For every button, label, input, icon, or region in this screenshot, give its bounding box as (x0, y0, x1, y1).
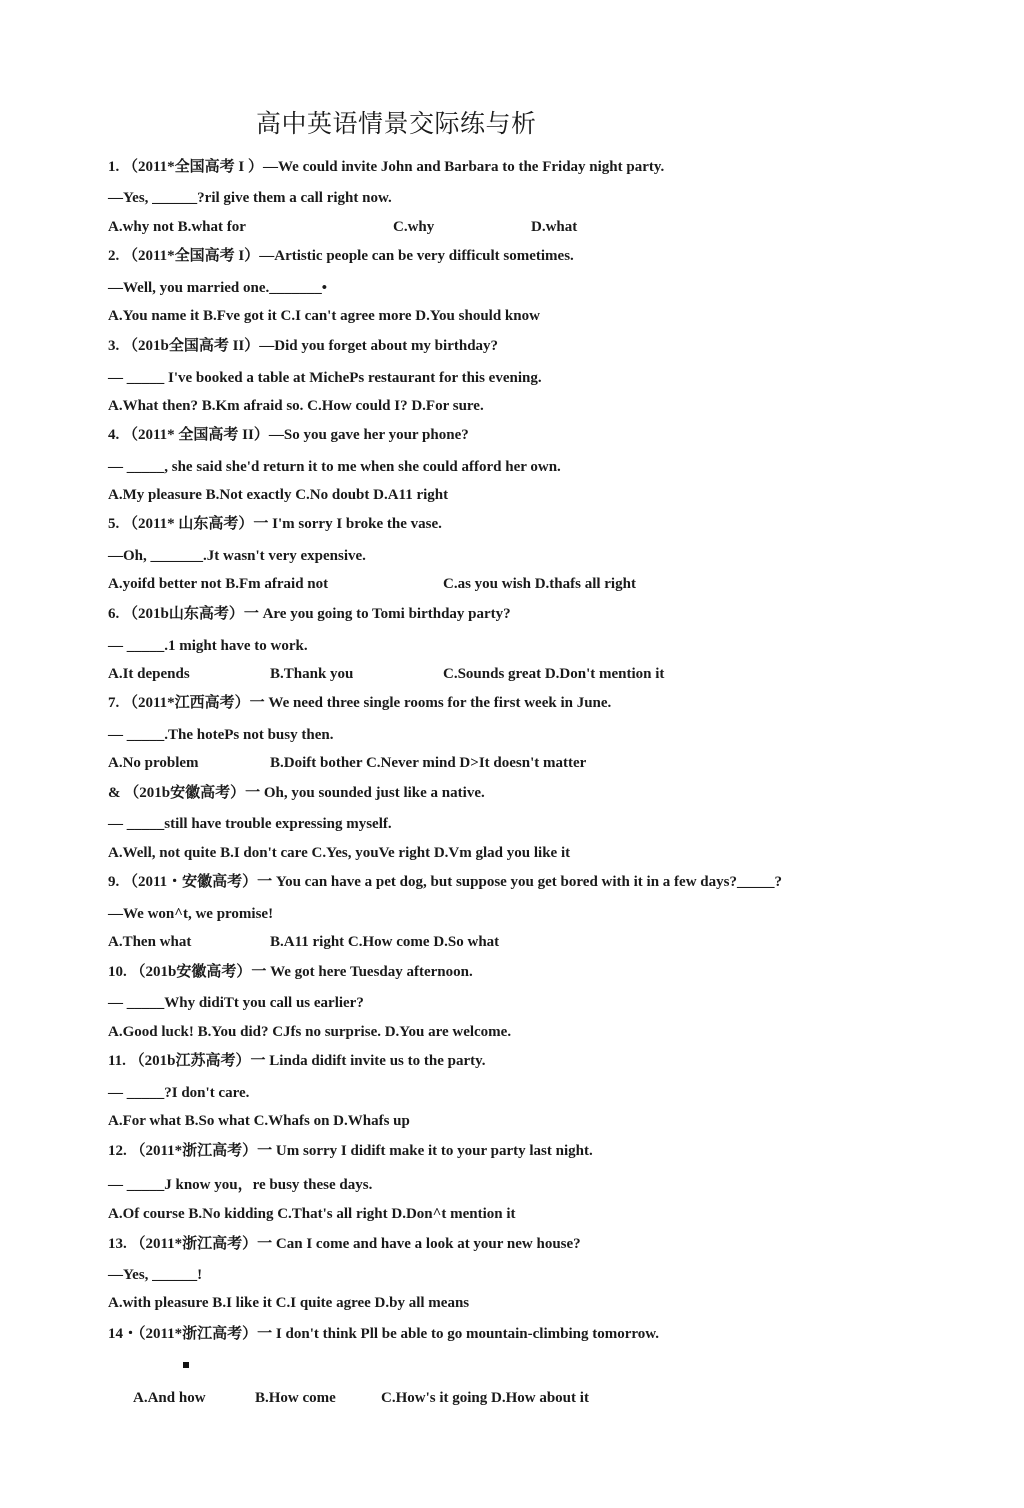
question-11-options: A.For what B.So what C.Whafs on D.Whafs up (108, 1113, 410, 1129)
question-14-option-a: A.And how (133, 1390, 206, 1406)
question-6-option-b: B.Thank you (270, 666, 354, 682)
question-2-stem: 2. （2011*全国高考 I）—Artistic people can be very difficult sometimes. (108, 248, 574, 264)
question-1-stem: 1. （2011*全国高考 I ）—We could invite John and Barbara to the Friday night party. (108, 159, 665, 175)
question-12-options: A.Of course B.No kidding C.That's all right D.Don^t mention it (108, 1206, 516, 1222)
question-6-stem: 6. （201b山东高考）一 Are you going to Tomi birthday party? (108, 606, 511, 622)
question-8-options: A.Well, not quite B.I don't care C.Yes, youVe right D.Vm glad you like it (108, 845, 571, 861)
question-9-reply: —We won^t, we promise! (108, 906, 274, 922)
bullet-marker (183, 1362, 189, 1368)
question-10-stem: 10. （201b安徽高考）一 We got here Tuesday afternoon. (108, 964, 473, 980)
question-3-options: A.What then? B.Km afraid so. C.How could I? D.For sure. (108, 398, 484, 414)
question-9-option-a: A.Then what (108, 934, 192, 950)
question-6-option-a: A.It depends (108, 666, 190, 682)
question-7-stem: 7. （2011*江西高考）一 We need three single rooms for the first week in June. (108, 695, 612, 711)
question-4-reply: — _____, she said she'd return it to me when she could afford her own. (108, 459, 561, 475)
question-5-reply: —Oh, _______.Jt wasn't very expensive. (108, 548, 366, 564)
question-12-reply: — _____J know you，re busy these days. (108, 1177, 373, 1193)
question-12-stem: 12. （2011*浙江高考）一 Um sorry I didift make it to your party last night. (108, 1143, 593, 1159)
question-7-option-a: A.No problem (108, 755, 199, 771)
question-13-reply: —Yes, ______! (108, 1267, 203, 1283)
question-14-stem: 14・（2011*浙江高考）一 I don't think Pll be able to go mountain-climbing tomorrow. (108, 1326, 660, 1342)
question-5-option-a-b: A.yoifd better not B.Fm afraid not (108, 576, 329, 592)
question-1-option-d: D.what (531, 219, 578, 235)
question-11-stem: 11. （201b江苏高考）一 Linda didift invite us to the party. (108, 1053, 486, 1069)
question-14-option-b: B.How come (255, 1390, 336, 1406)
question-13-options: A.with pleasure B.I like it C.I quite agree D.by all means (108, 1295, 470, 1311)
question-6-reply: — _____.1 might have to work. (108, 638, 308, 654)
question-10-reply: — _____Why didiTt you call us earlier? (108, 995, 364, 1011)
question-6-option-c-d: C.Sounds great D.Don't mention it (443, 666, 665, 682)
question-2-options: A.You name it B.Fve got it C.I can't agree more D.You should know (108, 308, 540, 324)
question-1-option-c: C.why (393, 219, 435, 235)
page-title: 高中英语情景交际练与析 (256, 111, 537, 138)
question-3-stem: 3. （201b全国高考 II）—Did you forget about my birthday? (108, 338, 499, 354)
question-13-stem: 13. （2011*浙江高考）一 Can I come and have a look at your new house? (108, 1236, 581, 1252)
question-3-reply: — _____ I've booked a table at MichePs restaurant for this evening. (108, 370, 542, 386)
question-10-options: A.Good luck! B.You did? CJfs no surprise. D.You are welcome. (108, 1024, 512, 1040)
question-1-reply: —Yes, ______?ril give them a call right now. (108, 190, 392, 206)
question-7-option-b-c-d: B.Doift bother C.Never mind D>It doesn't matter (270, 755, 587, 771)
question-9-option-b-c-d: B.A11 right C.How come D.So what (270, 934, 500, 950)
question-8-reply: — _____still have trouble expressing myself. (108, 816, 392, 832)
question-11-reply: — _____?I don't care. (108, 1085, 250, 1101)
question-9-stem: 9. （2011・安徽高考）一 You can have a pet dog, but suppose you get bored with it in a few days?_____? (108, 874, 782, 890)
question-1-option-a-b: A.why not B.what for (108, 219, 246, 235)
question-2-reply: —Well, you married one._______• (108, 280, 327, 296)
question-7-reply: — _____.The hotePs not busy then. (108, 727, 334, 743)
question-5-option-c-d: C.as you wish D.thafs all right (443, 576, 636, 592)
question-14-option-c-d: C.How's it going D.How about it (381, 1390, 589, 1406)
question-4-options: A.My pleasure B.Not exactly C.No doubt D.A11 right (108, 487, 449, 503)
question-8-stem: & （201b安徽高考）一 Oh, you sounded just like a native. (108, 785, 485, 801)
question-5-stem: 5. （2011* 山东高考）一 I'm sorry I broke the vase. (108, 516, 442, 532)
question-4-stem: 4. （2011* 全国高考 II）—So you gave her your phone? (108, 427, 469, 443)
